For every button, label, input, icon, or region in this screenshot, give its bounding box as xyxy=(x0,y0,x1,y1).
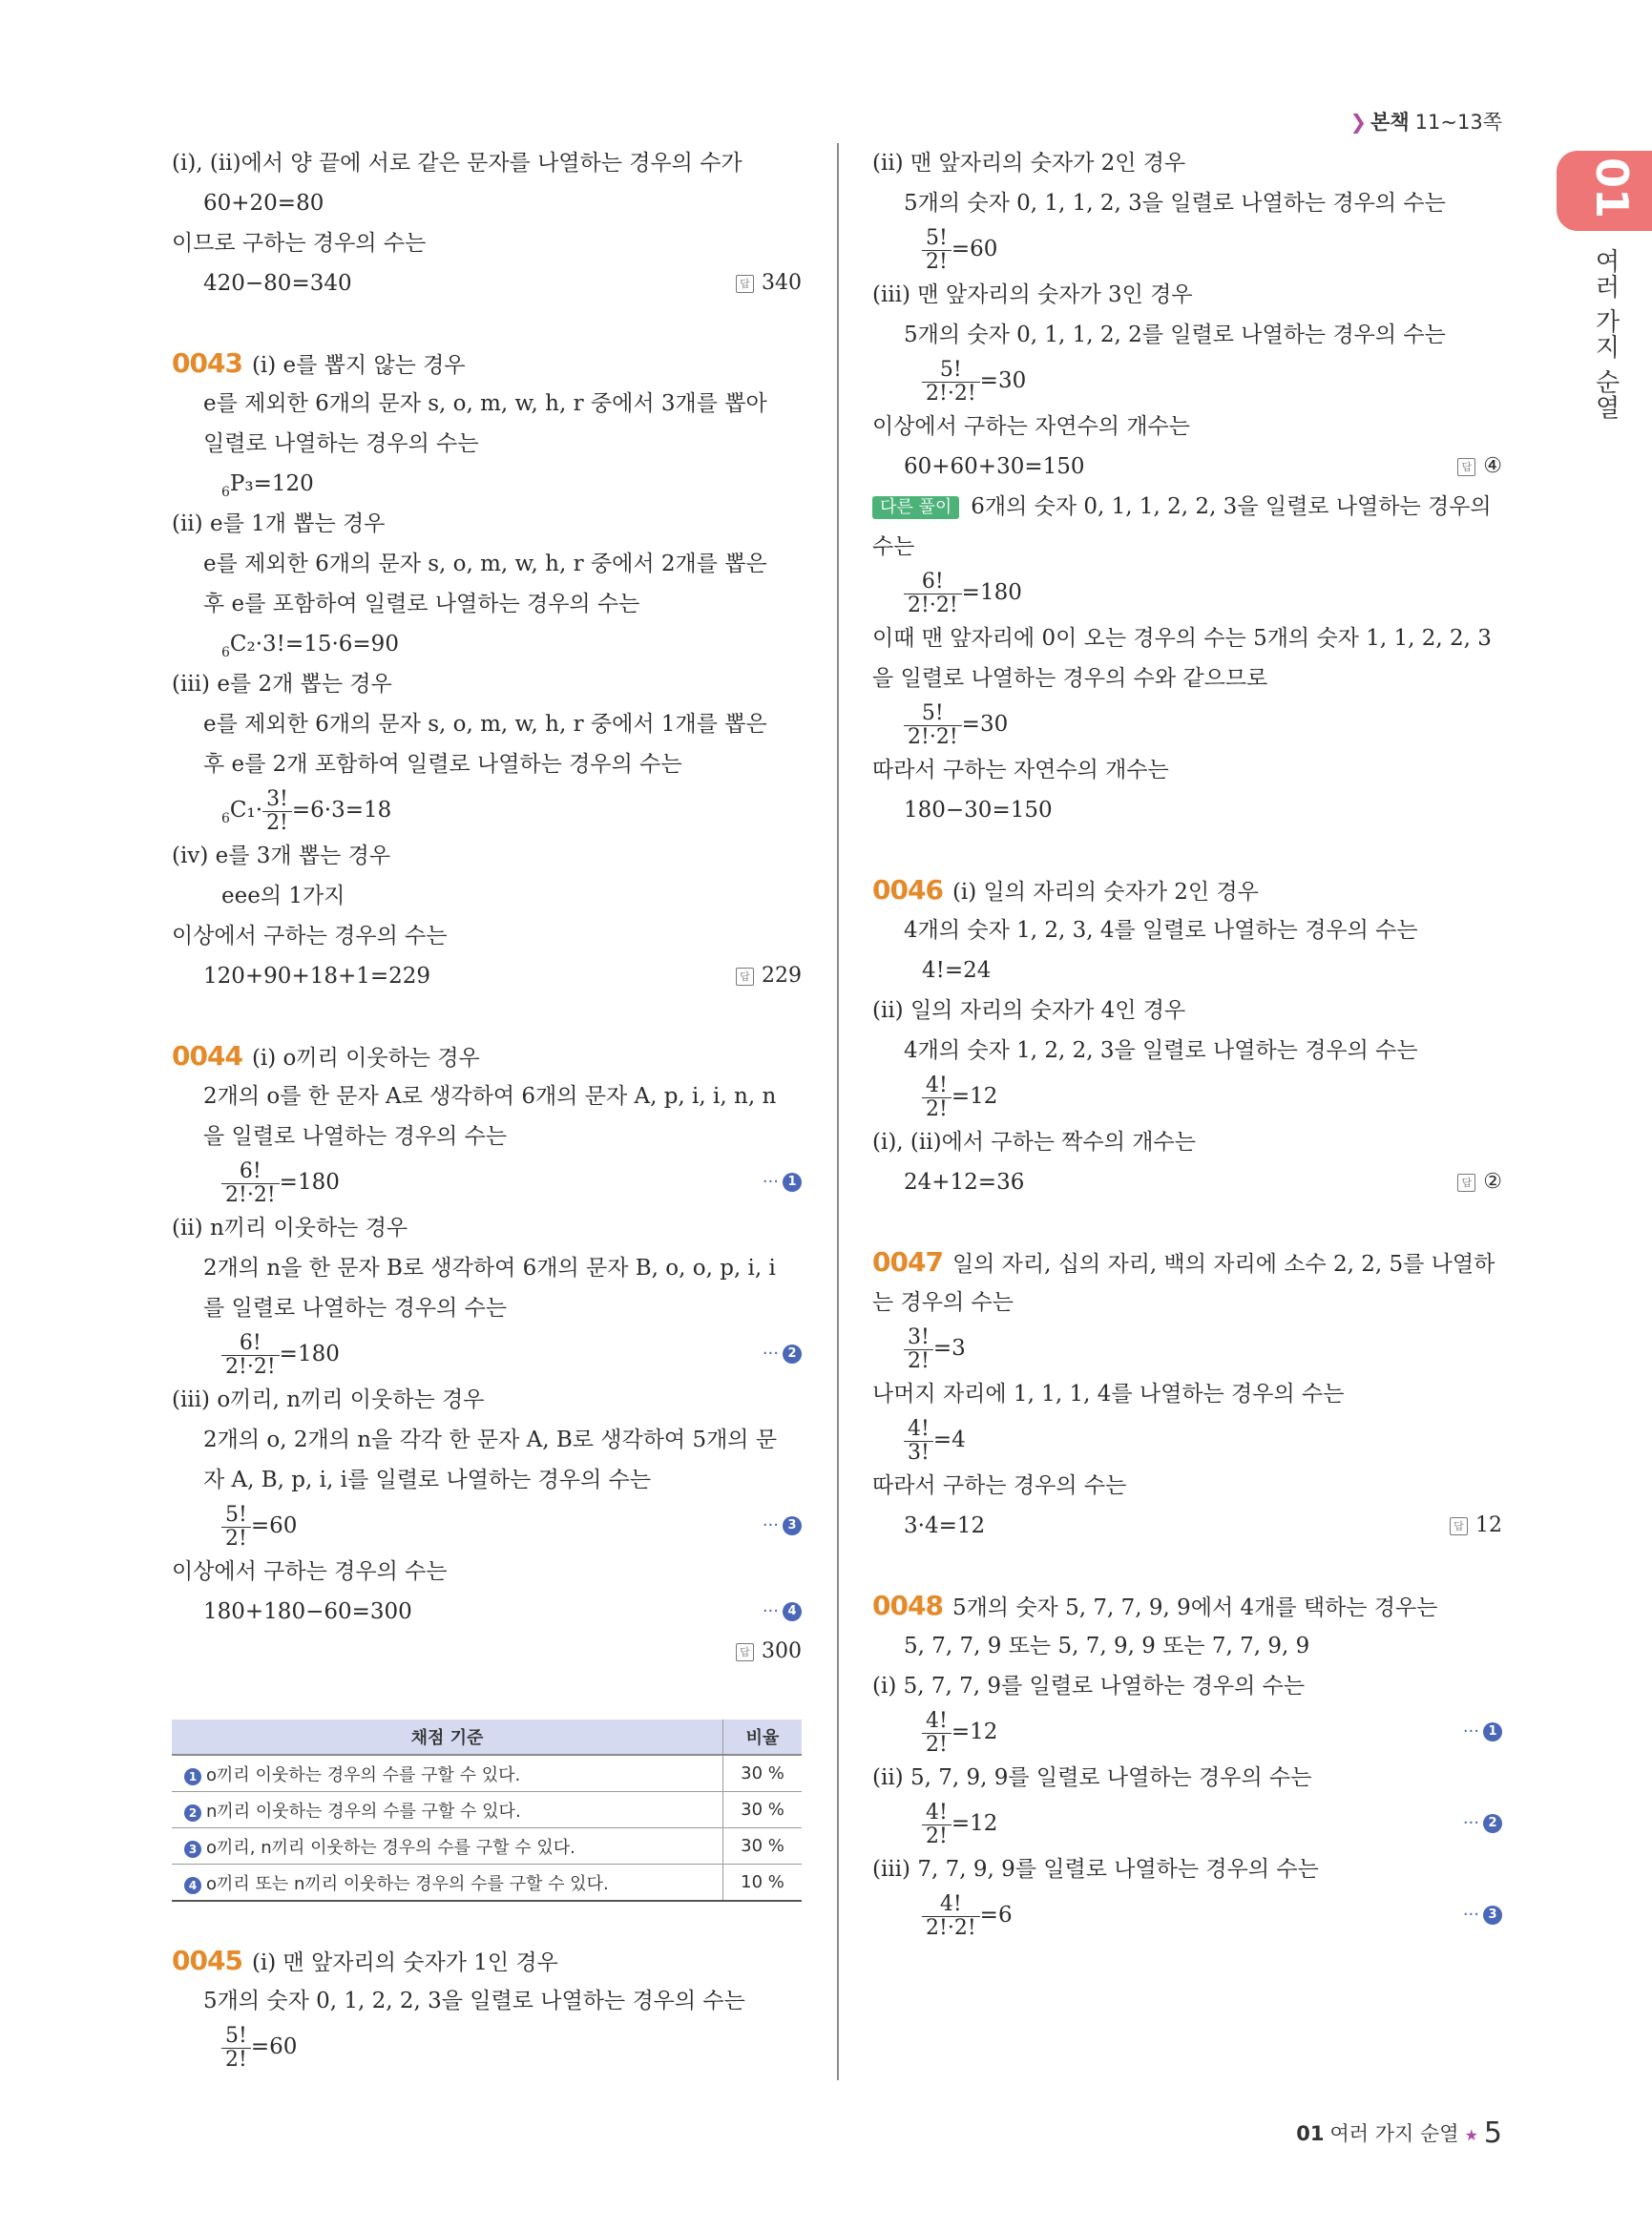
answer-icon: 답 xyxy=(736,275,754,293)
equation: 24+12=36 xyxy=(904,1170,1025,1195)
text-line: 2개의 n을 한 문자 B로 생각하여 6개의 문자 B, o, o, p, i, i xyxy=(203,1256,776,1281)
denominator: 2! xyxy=(926,1096,948,1121)
numerator: 4! xyxy=(922,1074,951,1098)
answer-value: 12 xyxy=(1475,1513,1502,1537)
answer-value: 340 xyxy=(762,271,802,295)
equation: =3 xyxy=(932,1336,966,1361)
text-line: (ⅰ) o끼리 이웃하는 경우 xyxy=(251,1046,480,1071)
fraction xyxy=(922,359,980,406)
step-number: 3 xyxy=(783,1516,802,1535)
text-line: 2개의 o, 2개의 n을 각각 한 문자 A, B로 생각하여 5개의 문 xyxy=(203,1428,778,1452)
text-line: 이상에서 구하는 자연수의 개수는 xyxy=(872,414,1190,439)
text-line: 을 일렬로 나열하는 경우의 수는 xyxy=(203,1124,508,1149)
text-line: e를 제외한 6개의 문자 s, o, m, w, h, r 중에서 1개를 뽑은 xyxy=(203,712,767,737)
denominator: 2! xyxy=(926,1824,948,1848)
text-line: 따라서 구하는 경우의 수는 xyxy=(872,1473,1127,1498)
subscript: 6 xyxy=(221,811,230,826)
text-line: 5개의 숫자 5, 7, 7, 9, 9에서 4개를 택하는 경우는 xyxy=(951,1595,1438,1620)
page-footer xyxy=(1296,2116,1502,2150)
equation: 4!=24 xyxy=(922,958,992,983)
equation: =60 xyxy=(250,1513,298,1538)
numerator: 5! xyxy=(221,2025,251,2049)
chapter-tab[interactable] xyxy=(1557,151,1652,231)
page-number: 5 xyxy=(1483,2116,1502,2150)
alt-solution-badge: 다른 풀이 xyxy=(872,496,959,519)
text-line: 을 일렬로 나열하는 경우의 수와 같으므로 xyxy=(872,666,1268,691)
criterion-ratio: 30 % xyxy=(723,1828,803,1865)
fraction xyxy=(221,1160,280,1207)
equation-line xyxy=(872,1162,1502,1202)
denominator: 2! xyxy=(225,1526,247,1551)
problem-number: 0046 xyxy=(872,874,943,906)
answer-value: ② xyxy=(1483,1170,1502,1194)
problem-number: 0045 xyxy=(172,1945,242,1976)
answer-icon: 답 xyxy=(1450,1517,1468,1535)
text-line: (ⅰ) 맨 앞자리의 숫자가 1인 경우 xyxy=(251,1950,558,1975)
problem-0048-header xyxy=(872,1586,1502,1626)
text-line: 이므로 구하는 경우의 수는 xyxy=(172,231,427,256)
header-basis: 채점 기준 xyxy=(172,1720,723,1755)
numerator: 5! xyxy=(922,359,980,383)
step-number: 2 xyxy=(184,1804,201,1822)
subscript: 6 xyxy=(221,645,230,660)
table-row xyxy=(172,1755,802,1792)
denominator: 2!·2! xyxy=(926,381,976,406)
equation-line xyxy=(872,1414,1502,1466)
problem-number: 0047 xyxy=(872,1246,943,1278)
arrow: ··· xyxy=(762,1344,779,1364)
fraction xyxy=(922,227,951,274)
text-line: eee의 1가지 xyxy=(221,884,345,908)
chapter-number: 01 xyxy=(1586,157,1638,219)
equation-line xyxy=(872,355,1502,407)
text-line: e를 제외한 6개의 문자 s, o, m, w, h, r 중에서 2개를 뽑은 xyxy=(203,552,767,576)
answer-icon: 답 xyxy=(1457,458,1475,476)
step-marker xyxy=(763,1500,802,1552)
text-line: (ⅱ) 일의 자리의 숫자가 4인 경우 xyxy=(872,998,1186,1023)
arrow: ··· xyxy=(1462,1905,1479,1925)
step-marker xyxy=(763,1328,802,1380)
equation: =6 xyxy=(979,1903,1013,1928)
fraction xyxy=(904,571,962,617)
problem-0043-header xyxy=(172,344,802,384)
text-line: (ⅰ), (ⅱ)에서 구하는 짝수의 개수는 xyxy=(872,1130,1196,1155)
problem-0047-header xyxy=(872,1242,1502,1282)
equation-line xyxy=(872,1889,1502,1941)
text-line: 5개의 숫자 0, 1, 1, 2, 3을 일렬로 나열하는 경우의 수는 xyxy=(904,191,1446,216)
numerator: 3! xyxy=(904,1326,933,1350)
star-icon: ★ xyxy=(1464,2126,1478,2144)
step-marker xyxy=(1463,1706,1502,1758)
denominator: 2! xyxy=(908,1348,930,1373)
denominator: 3! xyxy=(908,1440,930,1465)
step-number: 4 xyxy=(783,1602,802,1621)
criterion-text: o끼리 이웃하는 경우의 수를 구할 수 있다. xyxy=(206,1764,521,1785)
column-divider xyxy=(837,143,839,2080)
text-line: (ⅱ) n끼리 이웃하는 경우 xyxy=(172,1216,408,1241)
answer-line xyxy=(172,1632,802,1672)
step-number: 1 xyxy=(1483,1722,1502,1741)
fraction xyxy=(922,1074,951,1121)
equation-line xyxy=(872,1071,1502,1122)
text-line: 후 e를 포함하여 일렬로 나열하는 경우의 수는 xyxy=(203,592,640,616)
book-label: 본책 xyxy=(1370,111,1410,134)
fraction xyxy=(221,1504,251,1551)
text-line: (ⅲ) o끼리, n끼리 이웃하는 경우 xyxy=(172,1387,485,1412)
text-line: 따라서 구하는 자연수의 개수는 xyxy=(872,758,1169,782)
equation-line xyxy=(872,567,1502,618)
answer-value: 229 xyxy=(762,964,802,988)
answer-value: 300 xyxy=(762,1639,802,1663)
answer xyxy=(736,1632,802,1672)
step-marker xyxy=(763,1157,802,1208)
text-line: (ⅰ) 5, 7, 7, 9를 일렬로 나열하는 경우의 수는 xyxy=(872,1674,1306,1699)
equation-line xyxy=(172,624,802,664)
numerator: 4! xyxy=(922,1710,951,1734)
equation-line xyxy=(172,464,802,504)
equation: =60 xyxy=(951,237,998,261)
text-line: 이때 맨 앞자리에 0이 오는 경우의 수는 5개의 숫자 1, 1, 2, 2, 3 xyxy=(872,626,1492,651)
fraction xyxy=(922,1802,951,1848)
answer xyxy=(1457,447,1502,487)
equation: =30 xyxy=(961,712,1009,737)
alternative-solution-line xyxy=(872,487,1502,527)
text-line: (ⅱ) 맨 앞자리의 숫자가 2인 경우 xyxy=(872,151,1186,176)
criterion-text: n끼리 이웃하는 경우의 수를 구할 수 있다. xyxy=(206,1801,521,1822)
equation-line xyxy=(872,223,1502,275)
problem-0045-block xyxy=(172,1941,802,2073)
page-reference xyxy=(1349,107,1502,136)
fraction xyxy=(904,702,962,749)
answer xyxy=(736,956,802,996)
numerator: 3! xyxy=(262,788,292,812)
footer-chapter-number: 01 xyxy=(1296,2122,1325,2145)
header-ratio: 비율 xyxy=(723,1720,803,1755)
equation: =12 xyxy=(951,1811,998,1836)
denominator: 2! xyxy=(926,249,948,274)
equation: =180 xyxy=(961,580,1022,605)
problem-0044-header xyxy=(172,1036,802,1076)
equation-line xyxy=(172,1328,802,1380)
equation-line xyxy=(872,447,1502,487)
equation: 60+60+30=150 xyxy=(904,454,1085,479)
equation: =6·3=18 xyxy=(291,798,392,823)
problem-0045-header xyxy=(172,1941,802,1981)
answer-icon: 답 xyxy=(736,968,754,986)
answer-icon: 답 xyxy=(1457,1174,1475,1192)
equation-line xyxy=(872,1323,1502,1374)
text-line: 5, 7, 7, 9 또는 5, 7, 9, 9 또는 7, 7, 9, 9 xyxy=(904,1634,1310,1658)
arrow: ··· xyxy=(1462,1813,1479,1833)
step-number: 1 xyxy=(184,1768,201,1785)
arrow: ··· xyxy=(1462,1721,1479,1741)
equation: =180 xyxy=(279,1342,340,1366)
denominator: 2! xyxy=(225,2047,247,2072)
equation: 60+20=80 xyxy=(203,191,324,216)
step-number: 4 xyxy=(184,1877,201,1894)
equation: 120+90+18+1=229 xyxy=(203,964,431,989)
equation: 3·4=12 xyxy=(904,1513,986,1538)
fraction xyxy=(904,1326,933,1373)
equation: P₃=120 xyxy=(229,471,314,496)
fraction xyxy=(221,1332,280,1379)
numerator: 5! xyxy=(922,227,951,251)
page-range: 11~13쪽 xyxy=(1414,111,1502,134)
criterion-text: o끼리 또는 n끼리 이웃하는 경우의 수를 구할 수 있다. xyxy=(206,1873,609,1894)
answer xyxy=(1457,1162,1502,1202)
step-marker xyxy=(763,1592,802,1632)
step-number: 3 xyxy=(1483,1906,1502,1925)
scoring-criteria-table xyxy=(172,1720,802,1902)
equation-line xyxy=(172,1500,802,1552)
step-number: 2 xyxy=(783,1345,802,1364)
criterion-ratio: 30 % xyxy=(723,1792,803,1828)
denominator: 2!·2! xyxy=(926,1915,976,1940)
text-line: 이상에서 구하는 경우의 수는 xyxy=(172,1559,448,1584)
table-header-row xyxy=(172,1720,802,1755)
denominator: 2!·2! xyxy=(908,593,958,617)
arrow: ··· xyxy=(762,1172,779,1192)
text-line: 는 경우의 수는 xyxy=(872,1290,1014,1315)
equation-line xyxy=(172,1592,802,1632)
fraction xyxy=(922,1893,980,1940)
text-line: 후 e를 2개 포함하여 일렬로 나열하는 경우의 수는 xyxy=(203,752,682,777)
right-column xyxy=(872,143,1502,1941)
text-line: 자 A, B, p, i, i를 일렬로 나열하는 경우의 수는 xyxy=(203,1468,652,1492)
answer xyxy=(736,263,802,303)
equation: =30 xyxy=(979,368,1027,393)
text-line: 5개의 숫자 0, 1, 1, 2, 2를 일렬로 나열하는 경우의 수는 xyxy=(904,323,1446,347)
arrow: ··· xyxy=(762,1601,779,1621)
step-marker xyxy=(1463,1798,1502,1849)
answer-icon: 답 xyxy=(736,1643,754,1661)
equation-line xyxy=(872,1798,1502,1849)
equation: =4 xyxy=(932,1428,966,1452)
text-line: (ⅰ) 일의 자리의 숫자가 2인 경우 xyxy=(951,880,1259,905)
text-line: (ⅰ) e를 뽑지 않는 경우 xyxy=(251,353,466,378)
numerator: 4! xyxy=(904,1418,933,1442)
table-row xyxy=(172,1792,802,1828)
text-line: 4개의 숫자 1, 2, 2, 3을 일렬로 나열하는 경우의 수는 xyxy=(904,1038,1418,1063)
text-line: (ⅲ) 맨 앞자리의 숫자가 3인 경우 xyxy=(872,282,1193,307)
step-number: 1 xyxy=(783,1173,802,1192)
left-column xyxy=(172,143,802,1672)
fraction xyxy=(221,2025,251,2072)
criterion-text: o끼리, n끼리 이웃하는 경우의 수를 구할 수 있다. xyxy=(206,1837,575,1858)
chapter-title-vertical: 여러 가지 순열 xyxy=(1591,248,1620,421)
text-line: 2개의 o를 한 문자 A로 생각하여 6개의 문자 A, p, i, i, n, n xyxy=(203,1084,777,1109)
step-number: 3 xyxy=(184,1841,201,1858)
arrow: ··· xyxy=(762,1515,779,1535)
text-line: 6개의 숫자 0, 1, 1, 2, 2, 3을 일렬로 나열하는 경우의 xyxy=(971,494,1492,519)
numerator: 4! xyxy=(922,1802,951,1825)
numerator: 5! xyxy=(221,1504,251,1528)
numerator: 5! xyxy=(904,702,962,726)
text-line: (ⅱ) 5, 7, 9, 9를 일렬로 나열하는 경우의 수는 xyxy=(872,1765,1312,1790)
equation-line xyxy=(172,1157,802,1208)
numerator: 4! xyxy=(922,1893,980,1917)
equation: =60 xyxy=(250,2034,298,2059)
equation: C₁· xyxy=(229,798,263,823)
denominator: 2!·2! xyxy=(225,1354,276,1379)
equation-line xyxy=(172,2021,802,2073)
text-line: 이상에서 구하는 경우의 수는 xyxy=(172,924,448,949)
equation-line xyxy=(172,263,802,303)
equation-line xyxy=(872,1506,1502,1546)
criterion-ratio: 10 % xyxy=(723,1865,803,1902)
equation: =12 xyxy=(951,1720,998,1744)
problem-number: 0044 xyxy=(172,1040,242,1072)
equation: =180 xyxy=(279,1170,340,1195)
text-line: 4개의 숫자 1, 2, 3, 4를 일렬로 나열하는 경우의 수는 xyxy=(904,918,1418,943)
text-line: (ⅰ), (ⅱ)에서 양 끝에 서로 같은 문자를 나열하는 경우의 수가 xyxy=(172,151,742,176)
text-line: e를 제외한 6개의 문자 s, o, m, w, h, r 중에서 3개를 뽑아 xyxy=(203,391,767,416)
equation-line xyxy=(872,1706,1502,1758)
text-line: 5개의 숫자 0, 1, 2, 2, 3을 일렬로 나열하는 경우의 수는 xyxy=(203,1989,745,2013)
text-line: 일의 자리, 십의 자리, 백의 자리에 소수 2, 2, 5를 나열하 xyxy=(951,1252,1495,1277)
answer xyxy=(1450,1506,1502,1546)
denominator: 2!·2! xyxy=(908,724,958,749)
denominator: 2! xyxy=(266,810,288,835)
subscript: 6 xyxy=(221,485,230,500)
footer-chapter-title: 여러 가지 순열 xyxy=(1329,2122,1459,2145)
chevron-right-icon: ❯ xyxy=(1349,111,1368,134)
equation-line xyxy=(172,956,802,996)
equation-line xyxy=(172,784,802,836)
fraction xyxy=(904,1418,933,1465)
fraction xyxy=(922,1710,951,1757)
answer-value: ④ xyxy=(1483,454,1502,478)
numerator: 6! xyxy=(221,1160,280,1184)
problem-number: 0043 xyxy=(172,347,242,379)
denominator: 2! xyxy=(926,1732,948,1757)
fraction xyxy=(262,788,292,835)
problem-number: 0048 xyxy=(872,1590,943,1621)
numerator: 6! xyxy=(221,1332,280,1356)
text-line: (ⅱ) e를 1개 뽑는 경우 xyxy=(172,511,386,536)
step-marker xyxy=(1463,1889,1502,1941)
table-row xyxy=(172,1865,802,1902)
text-line: 를 일렬로 나열하는 경우의 수는 xyxy=(203,1296,508,1321)
numerator: 6! xyxy=(904,571,962,594)
text-line: 나머지 자리에 1, 1, 1, 4를 나열하는 경우의 수는 xyxy=(872,1382,1345,1407)
step-number: 2 xyxy=(1483,1814,1502,1833)
table-row xyxy=(172,1828,802,1865)
criterion-ratio: 30 % xyxy=(723,1755,803,1792)
equation: 180−30=150 xyxy=(904,798,1053,823)
text-line: (ⅳ) e를 3개 뽑는 경우 xyxy=(172,844,391,868)
text-line: 수는 xyxy=(872,534,915,559)
equation: 420−80=340 xyxy=(203,271,352,296)
equation: 180+180−60=300 xyxy=(203,1599,412,1624)
equation: =12 xyxy=(951,1084,998,1109)
equation-line xyxy=(872,698,1502,750)
text-line: (ⅲ) 7, 7, 9, 9를 일렬로 나열하는 경우의 수는 xyxy=(872,1857,1319,1882)
text-line: (ⅲ) e를 2개 뽑는 경우 xyxy=(172,672,392,697)
problem-0046-header xyxy=(872,870,1502,910)
text-line: 일렬로 나열하는 경우의 수는 xyxy=(203,431,479,456)
denominator: 2!·2! xyxy=(225,1182,276,1207)
equation: C₂·3!=15·6=90 xyxy=(229,632,399,657)
